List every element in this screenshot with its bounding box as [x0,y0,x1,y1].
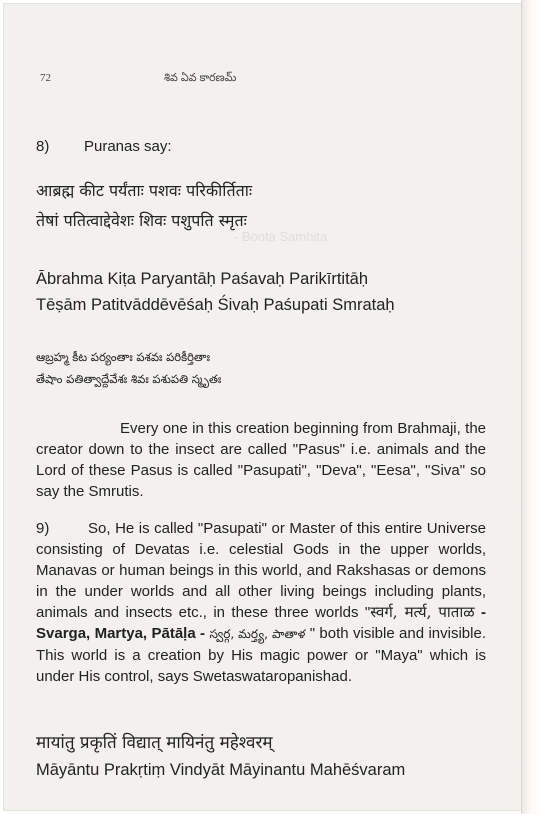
telugu-verse [36,346,486,390]
item-8-heading [36,138,486,155]
running-title: శివ ఏవ కారణమ్ [164,72,237,84]
sanskrit-verse [36,176,486,236]
book-page-edge [521,0,543,814]
item-number: 9) [36,520,50,537]
transliteration-line: Māyāntu Prakṛtiṃ Vindyāt Māyinantu Mahēśvaram [36,761,406,779]
sanskrit-line: मायांतु प्रकृतिं विद्यात् मायिनंतु महेश्वरम् [36,733,273,753]
item-9-text-cont: " both visible and invisible. This world is a creation by His magic power or "Maya" which is under His control, says Swetaswataropanishad. [36,625,486,685]
bleed-through-line: - Boota Samhita [234,229,328,244]
transliteration-inline: - Svarga, Martya, Pātāḷa - [36,604,487,642]
item-9-text: So, He is called "Pasupati" or Master of this entire Universe consisting of Devatas i.e. celestial Gods in the upper worlds, Manavas or human beings in this world, and Rakshasas or demons in the under worlds and all other living beings including plants, animals and insects etc., in these three worlds " [36,520,486,621]
transliteration-verse [36,266,486,318]
sanskrit-inline: स्वर्ग, मर्त्य, पाताळ [370,603,475,621]
book-page [4,4,522,810]
transliteration-line: Ābrahma Kiṭa Paryantāḥ Paśavaḥ Parikīrtitāḥ [36,270,369,288]
sanskrit-line: आब्रह्म कीट पर्यंताः पशवः परिकीर्तिताः [36,181,253,200]
page-number: 72 [40,72,51,84]
explanation-paragraph: Every one in this creation beginning from Brahmaji, the creator down to the insect are called "Pasus" i.e. animals and the Lord of these Pasus is called "Pasupati", "Deva", "Eesa", "Siva" so say the Smrutis. [36,420,486,500]
transliteration-line: Tēṣām Patitvāddēvēśaḥ Śivaḥ Paśupati Smrataḥ [36,296,395,314]
page-header [40,72,486,90]
telugu-line: తేషాం పతిత్వాద్దేవేశః శివః పశుపతి స్మృతః [36,372,222,386]
telugu-inline: స్వర్గ, మర్త్య, పాతాళ [209,627,306,641]
item-title: Puranas say: [84,138,172,155]
item-number: 8) [36,138,50,155]
telugu-line: ఆబ్రహ్మ కీట పర్యంతాః పశవః పరికీర్తితాః [36,350,211,364]
sanskrit-line: तेषां पतित्वाद्देवेशः शिवः पशुपति स्मृतः [36,211,247,230]
item-9-paragraph [36,518,486,687]
closing-verse [36,728,486,782]
